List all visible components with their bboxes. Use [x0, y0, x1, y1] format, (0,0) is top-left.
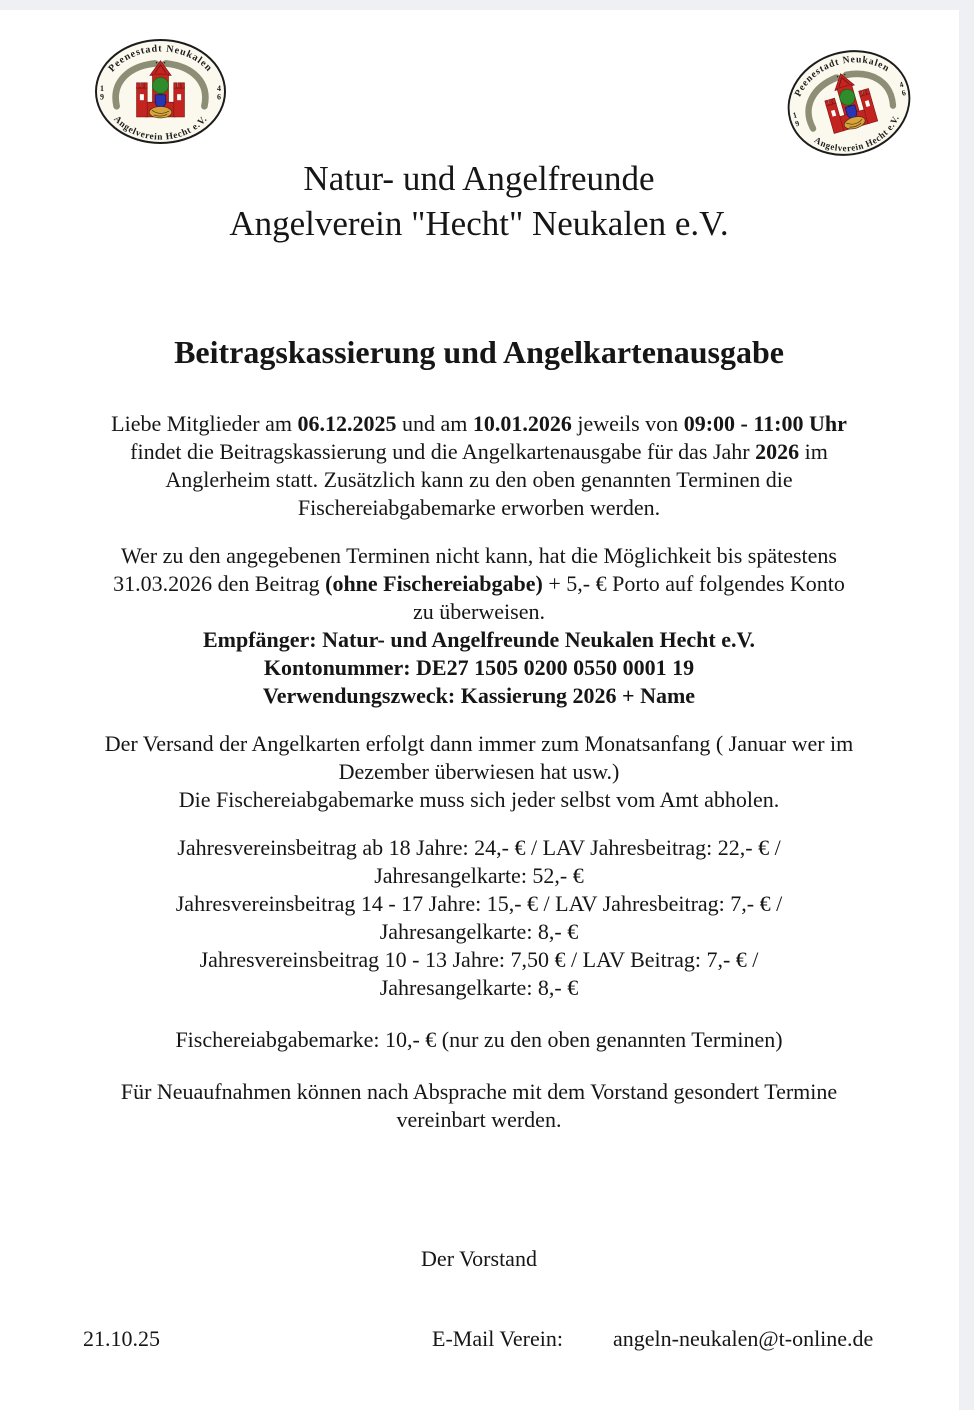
text-segment: Der Versand der Angelkarten erfolgt dann immer zum Monatsanfang ( Januar wer im — [104, 731, 854, 756]
bold-text-segment: (ohne Fischereiabgabe) — [325, 571, 543, 596]
text-segment: Jahresvereinsbeitrag ab 18 Jahre: 24,- € / LAV Jahresbeitrag: 22,- € / — [177, 835, 781, 860]
text-segment: Die Fischereiabgabemarke muss sich jeder selbst vom Amt abholen. — [178, 787, 780, 812]
text-segment: Liebe Mitglieder am — [111, 411, 298, 436]
text-segment: Jahresvereinsbeitrag 14 - 17 Jahre: 15,- € / LAV Jahresbeitrag: 7,- € / — [175, 891, 783, 916]
text-segment: im — [799, 439, 828, 464]
bold-text-segment: 09:00 - 11:00 Uhr — [683, 411, 847, 436]
text-segment: Jahresangelkarte: 8,- € — [379, 975, 579, 1000]
text-segment: Jahresangelkarte: 52,- € — [374, 863, 584, 888]
bank-transfer-paragraph — [0, 542, 958, 710]
text-segment: 31.03.2026 den Beitrag — [113, 571, 326, 596]
bold-text-segment: Verwendungszweck: Kassierung 2026 + Name — [262, 683, 696, 708]
footer-email-address: angeln-neukalen@t-online.de — [613, 1326, 874, 1351]
text-segment: Jahresangelkarte: 8,- € — [379, 919, 579, 944]
footer-email-label: E-Mail Verein: — [432, 1326, 563, 1351]
org-title-line1: Natur- und Angelfreunde — [303, 159, 655, 198]
bold-text-segment: Empfänger: Natur- und Angelfreunde Neukalen Hecht e.V. — [202, 627, 756, 652]
text-segment: und am — [396, 411, 473, 436]
card-shipping-paragraph — [0, 730, 958, 814]
bold-text-segment: 10.01.2026 — [472, 411, 572, 436]
text-segment: Anglerheim statt. Zusätzlich kann zu den oben genannten Terminen die — [165, 467, 793, 492]
text-segment: + 5,- € Porto auf folgendes Konto — [542, 571, 845, 596]
club-emblem-left — [94, 38, 227, 145]
text-segment: findet die Beitragskassierung und die Angelkartenausgabe für das Jahr — [130, 439, 756, 464]
bold-text-segment: Kontonummer: DE27 1505 0200 0550 0001 19 — [263, 655, 695, 680]
text-segment: Für Neuaufnahmen können nach Absprache mit dem Vorstand gesondert Termine — [120, 1079, 838, 1104]
intro-paragraph — [0, 410, 958, 522]
document-heading: Beitragskassierung und Angelkartenausgabe — [174, 334, 784, 370]
text-segment: Dezember überwiesen hat usw.) — [338, 759, 620, 784]
text-segment: jeweils von — [571, 411, 684, 436]
stamp-fee-line — [0, 1026, 958, 1054]
viewer-right-gutter — [959, 0, 974, 1410]
text-segment: Wer zu den angegebenen Terminen nicht kann, hat die Möglichkeit bis spätestens — [121, 543, 837, 568]
text-segment: vereinbart werden. — [396, 1107, 562, 1132]
org-title — [0, 156, 958, 246]
club-emblem-right — [774, 35, 924, 172]
bold-text-segment: 2026 — [755, 439, 800, 464]
text-segment: Jahresvereinsbeitrag 10 - 13 Jahre: 7,50 € / LAV Beitrag: 7,- € / — [199, 947, 759, 972]
viewer-top-gutter — [0, 0, 974, 10]
new-members-paragraph — [0, 1078, 958, 1134]
bold-text-segment: 06.12.2025 — [297, 411, 397, 436]
text-segment: Fischereiabgabemarke erworben werden. — [297, 495, 661, 520]
text-segment: zu überweisen. — [413, 599, 545, 624]
fees-paragraph — [0, 834, 958, 1002]
signature-line: Der Vorstand — [421, 1246, 537, 1271]
org-title-line2: Angelverein "Hecht" Neukalen e.V. — [229, 204, 729, 243]
footer-date: 21.10.25 — [83, 1326, 160, 1351]
text-segment: Fischereiabgabemarke: 10,- € (nur zu den oben genannten Terminen) — [175, 1027, 783, 1052]
